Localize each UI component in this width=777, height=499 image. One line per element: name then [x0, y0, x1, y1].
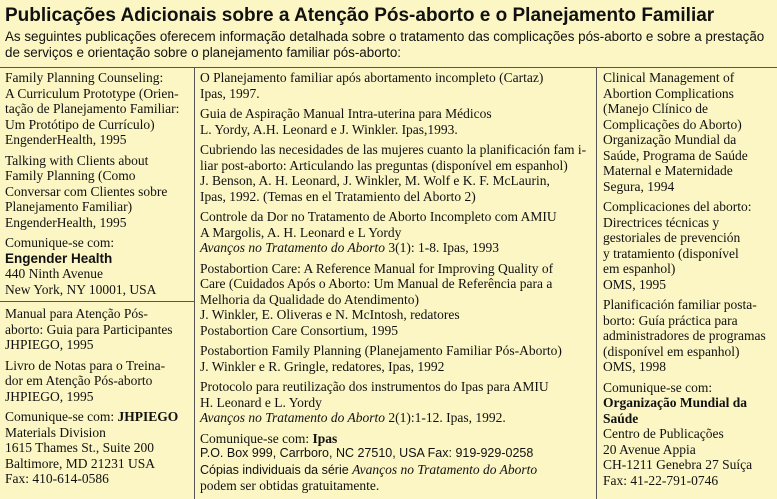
pub-line: JHPIEGO, 1995 — [5, 337, 94, 352]
pub-line: Saúde, Programa de Saúde — [603, 147, 748, 163]
pub-line: Directrices técnicas y — [603, 214, 720, 230]
contact-label: Comunique-se com: — [603, 379, 713, 395]
intro-text: As seguintes publicações oferecem informação detalhada sobre o tratamento das complicações pós-aborto e sobre a prestação de serviços e orientação sobre o planejamento familiar pós-aborto: — [5, 29, 765, 60]
pub-line: administradores de programas — [603, 328, 766, 343]
section-divider — [0, 301, 194, 302]
column-divider-2 — [596, 68, 597, 499]
contact-label-line — [200, 431, 593, 447]
contact-line: Materials Division — [5, 424, 106, 440]
pub-line: Ipas, 1997. — [200, 85, 260, 101]
pub-line: Protocolo para reutilização dos instrumentos do Ipas para AMIU — [200, 379, 549, 394]
contact-text: Cópias individuais da série — [200, 462, 353, 477]
citation-detail: 3(1): 1-8. Ipas, 1993 — [385, 240, 499, 255]
pub-line — [200, 240, 593, 256]
contact-line: Centro de Publicações — [603, 426, 724, 441]
contact-line: P.O. Box 999, Carrboro, NC 27510, USA Fax: 919-929-0258 — [200, 446, 534, 460]
pub-line: Conversar com Clientes sobre — [5, 183, 168, 199]
pub-line: Planificación familiar posta- — [603, 297, 757, 312]
pub-line: Controle da Dor no Tratamento de Aborto Incompleto com AMIU — [200, 209, 557, 224]
pub-line: EngenderHealth, 1995 — [5, 132, 127, 147]
pub-line: Postabortion Family Planning (Planejamento Familiar Pós-Aborto) — [200, 343, 562, 358]
publication-entry — [200, 379, 593, 426]
pub-line: em espanhol) — [603, 261, 676, 276]
pub-line: OMS, 1995 — [603, 276, 667, 292]
publication-entry — [5, 70, 191, 148]
publication-entry — [200, 70, 593, 101]
pub-line: Um Protótipo de Currículo) — [5, 116, 155, 132]
contact-line: Fax: 410-614-0586 — [5, 471, 109, 486]
column-middle — [200, 70, 593, 499]
contact-org: Organização Mundial da — [603, 395, 748, 410]
pub-line: Manual para Atenção Pós- — [5, 306, 148, 321]
pub-line: EngenderHealth, 1995 — [5, 214, 127, 230]
contact-line: Baltimore, MD 21231 USA — [5, 455, 155, 471]
pub-line: L. Yordy, A.H. Leonard e J. Winkler. Ipas,1993. — [200, 121, 458, 137]
contact-org: JHPIEGO — [117, 409, 179, 424]
publication-entry — [5, 306, 191, 353]
contact-line — [200, 462, 593, 479]
pub-line: H. Leonard e L. Yordy — [200, 394, 322, 410]
pub-line: A Margolis, A. H. Leonard e L Yordy — [200, 224, 402, 240]
pub-line: OMS, 1998 — [603, 359, 667, 374]
contact-label: Comunique-se com: — [200, 430, 310, 446]
pub-line: Cubriendo las necesidades de las mujeres cuanto la planificación fam i- — [200, 142, 587, 157]
pub-line: liar post-aborto: Articulando las preguntas (disponível em espanhol) — [200, 157, 568, 173]
contact-block — [603, 380, 775, 489]
pub-line: y tratamiento (disponível — [603, 245, 739, 261]
contact-line: podem ser obtidas gratuitamente. — [200, 478, 380, 493]
pub-line: Ipas, 1992. (Temas en el Tratamiento del Aborto 2) — [200, 188, 476, 204]
publication-entry — [200, 142, 593, 204]
publication-entry — [200, 106, 593, 137]
contact-line: New York, NY 10001, USA — [5, 281, 157, 297]
citation-detail: 2(1):1-12. Ipas, 1992. — [385, 410, 506, 425]
pub-line: gestoriales de prevención — [603, 230, 741, 245]
pub-line: dor em Atenção Pós-aborto — [5, 373, 153, 388]
contact-line: 1615 Thames St., Suite 200 — [5, 440, 155, 455]
contact-line: 20 Avenue Appia — [603, 441, 696, 457]
pub-line: JHPIEGO, 1995 — [5, 388, 94, 404]
pub-line: borto: Guía práctica para — [603, 312, 738, 328]
pub-line: (Manejo Clínico de — [603, 101, 708, 116]
publication-entry — [200, 343, 593, 374]
contact-org: Saúde — [603, 410, 639, 426]
publication-entry — [603, 199, 775, 292]
contact-label: Comunique-se com: — [5, 409, 115, 424]
contact-line: 440 Ninth Avenue — [5, 266, 103, 281]
pub-line: Segura, 1994 — [603, 178, 675, 194]
page-title: Publicações Adicionais sobre a Atenção Pós-aborto e o Planejamento Familiar — [5, 5, 715, 26]
pub-line: tação de Planejamento Familiar: — [5, 101, 180, 116]
pub-line: Organização Mundial da — [603, 132, 737, 147]
contact-label: Comunique-se com: — [5, 235, 115, 250]
publication-entry — [200, 261, 593, 339]
pub-line: Melhoria da Qualidade do Atendimento) — [200, 291, 419, 307]
column-divider-1 — [194, 68, 195, 499]
series-title: Avanços no Tratamento do Aborto — [200, 240, 386, 255]
column-right — [603, 70, 775, 493]
contact-block — [5, 235, 191, 297]
contact-line: Fax: 41-22-791-0746 — [603, 472, 719, 488]
header-divider — [0, 67, 777, 68]
pub-line: (disponível em espanhol) — [603, 343, 740, 359]
publication-entry — [5, 153, 191, 231]
publication-entry — [603, 297, 775, 375]
pub-line: Abortion Complications — [603, 85, 734, 101]
series-title: Avanços no Tratamento do Aborto — [200, 410, 386, 425]
publication-entry — [5, 358, 191, 405]
publication-entry — [603, 70, 775, 194]
pub-line: Family Planning Counseling: — [5, 70, 164, 85]
pub-line: Postabortion Care: A Reference Manual for Improving Quality of — [200, 260, 554, 276]
contact-block — [200, 431, 593, 494]
pub-line: Care (Cuidados Após o Aborto: Um Manual de Referência para a — [200, 276, 553, 291]
contact-line: CH-1211 Genebra 27 Suíça — [603, 457, 753, 472]
series-title: Avanços no Tratamento do Aborto — [352, 461, 538, 477]
pub-line: J. Winkler e R. Gringle, redatores, Ipas, 1992 — [200, 358, 445, 374]
pub-line: aborto: Guia para Participantes — [5, 321, 173, 337]
pub-line: Guia de Aspiração Manual Intra-uterina para Médicos — [200, 106, 492, 121]
pub-line: J. Benson, A. H. Leonard, J. Winkler, M. Wolf e K. F. McLaurin, — [200, 173, 550, 188]
pub-line: Livro de Notas para o Treina- — [5, 357, 166, 373]
column-left — [5, 70, 191, 492]
contact-org: Engender Health — [5, 250, 113, 266]
pub-line: Postabortion Care Consortium, 1995 — [200, 322, 398, 338]
pub-line — [200, 410, 593, 426]
pub-line: Planejamento Familiar) — [5, 199, 133, 214]
publication-entry — [200, 209, 593, 256]
pub-line: Talking with Clients about — [5, 152, 149, 168]
pub-line: Clinical Management of — [603, 70, 735, 85]
pub-line: Complicaciones del aborto: — [603, 199, 752, 214]
contact-org: Ipas — [312, 430, 338, 446]
pub-line: Complicações do Aborto) — [603, 116, 742, 132]
pub-line: Maternal e Maternidade — [603, 163, 733, 178]
pub-line: Family Planning (Como — [5, 168, 136, 183]
pub-line: O Planejamento familiar após abortamento incompleto (Cartaz) — [200, 70, 544, 85]
contact-block — [5, 409, 191, 487]
pub-line: A Curriculum Prototype (Orien- — [5, 85, 179, 101]
contact-label-line — [5, 409, 191, 425]
pub-line: J. Winkler, E. Oliveras e N. McIntosh, redatores — [200, 307, 460, 322]
